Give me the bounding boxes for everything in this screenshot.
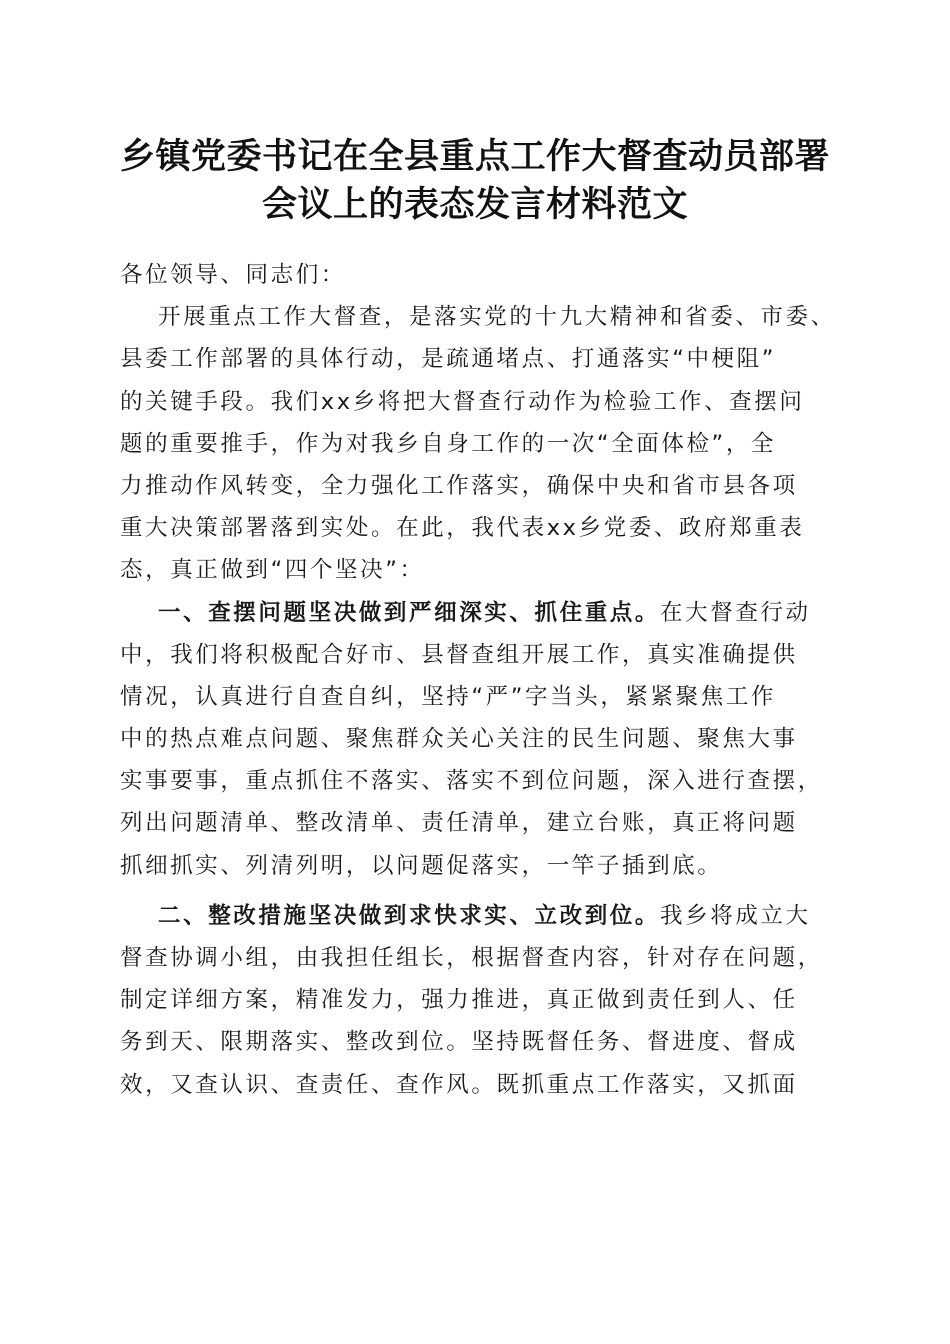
paragraph-gap — [120, 887, 835, 895]
section-1-line: 列出问题清单、整改清单、责任清单，建立台账，真正将问题 — [120, 810, 798, 837]
intro-line: 态，真正做到“四个坚决”： — [120, 557, 425, 584]
section-2-first-line — [120, 895, 835, 937]
section-2-line: 务到天、限期落实、整改到位。坚持既督任务、督进度、督成 — [120, 1029, 798, 1056]
section-2-first-rest: 我乡将成立大 — [660, 902, 811, 929]
title-line-2: 会议上的表态发言材料范文 — [261, 184, 688, 225]
section-1-first-line — [120, 592, 835, 634]
section-2-line: 制定详细方案，精准发力，强力推进，真正做到责任到人、任 — [120, 987, 798, 1014]
section-1-line: 情况，认真进行自查自纠，坚持“严”字当头，紧紧聚焦工作 — [120, 683, 777, 710]
section-2-line: 效，又查认识、查责任、查作风。既抓重点工作落实，又抓面 — [120, 1071, 798, 1098]
section-1-line: 实事要事，重点抓住不落实、落实不到位问题，深入进行查摆， — [120, 768, 823, 795]
section-2-line: 督查协调小组，由我担任组长，根据督查内容，针对存在问题， — [120, 945, 823, 971]
section-2-heading: 二、整改措施坚决做到求快求实、立改到位。 — [158, 902, 661, 929]
intro-line: 县委工作部署的具体行动，是疏通堵点、打通落实“中梗阻” — [120, 346, 777, 373]
intro-line: 重大决策部署落到实处。在此，我代表xx乡党委、政府郑重表 — [120, 515, 805, 542]
intro-line: 开展重点工作大督查，是落实党的十九大精神和省委、市委、 — [158, 304, 836, 331]
section-1-first-rest: 在大督查行动 — [660, 599, 811, 626]
document-title — [100, 133, 850, 229]
salutation: 各位领导、同志们： — [120, 262, 346, 288]
section-1-line: 中，我们将积极配合好市、县督查组开展工作，真实准确提供 — [120, 641, 798, 668]
intro-line: 力推动作风转变，全力强化工作落实，确保中央和省市县各项 — [120, 472, 798, 499]
title-line-1: 乡镇党委书记在全县重点工作大督查动员部署 — [119, 136, 830, 177]
section-1-line: 中的热点难点问题、聚焦群众关心关注的民生问题、聚焦大事 — [120, 726, 798, 753]
section-1-line: 抓细抓实、列清列明，以问题促落实，一竿子插到底。 — [120, 852, 723, 879]
intro-line: 的关键手段。我们xx乡将把大督查行动作为检验工作、查摆问 — [120, 388, 805, 415]
intro-line: 题的重要推手，作为对我乡自身工作的一次“全面体检”，全 — [120, 430, 777, 457]
document-body — [120, 254, 835, 1106]
section-1-heading: 一、查摆问题坚决做到严细深实、抓住重点。 — [158, 599, 661, 626]
